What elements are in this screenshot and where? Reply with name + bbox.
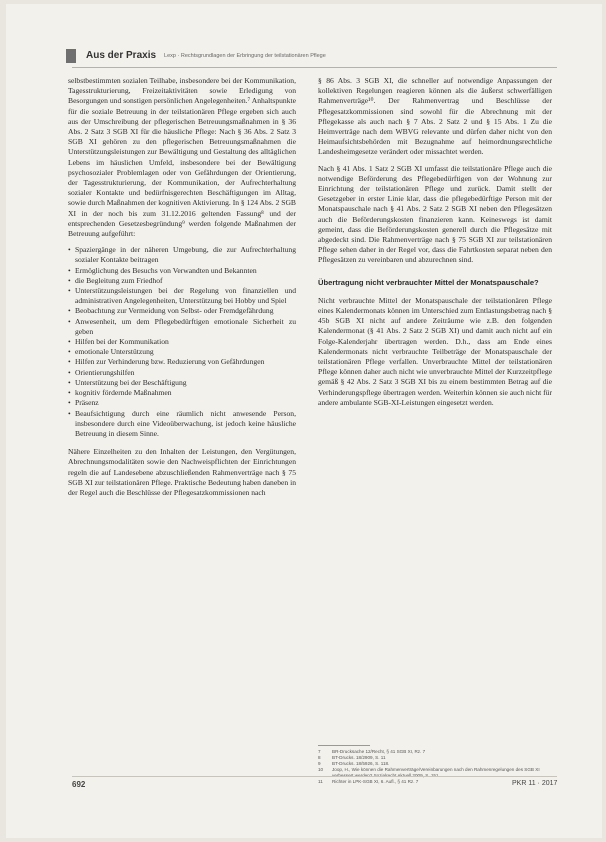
footer-rule [72, 776, 557, 777]
footnote-rule [318, 745, 370, 746]
footnote [318, 767, 554, 779]
footnote-number: 8 [318, 755, 321, 760]
page-header [66, 48, 546, 63]
subheading: Übertragung nicht verbrauchter Mittel der Monatspauschale? [318, 277, 539, 287]
right-column [318, 76, 552, 414]
footnote-text: BT-Drucks. 18/5926, S. 118. [332, 761, 390, 766]
list-item: • emotionale Unterstützung [68, 347, 296, 357]
section-title: Aus der Praxis [86, 50, 157, 61]
left-column [68, 76, 296, 504]
list-item: • Spaziergänge in der näheren Umgebung, die zur Aufrechterhaltung sozialer Kontakte beitragen [68, 245, 296, 265]
footnote-text: BR-Drucksache 12/Recht, § 41 SGB XI, Rz. 7 [332, 749, 426, 754]
footnote-text: Richter in LPK-SGB XI, 6. Aufl., § 41 Rz. 7 [332, 779, 419, 784]
page-number: 692 [72, 780, 86, 789]
footnote-text: Joop, H., Wie können die Rahmenverträge/Vereinbarungen nach den Rahmenregelungen des SGB XI [332, 767, 540, 772]
document-page [6, 4, 602, 838]
left-paragraph-2: Nähere Einzelheiten zu den Inhalten der Leistungen, den Vergütungen, Abrechnungsmodalitäten sowie den Nachweispflichten der Einrichtungen regeln die auf Landesebene abzuschließenden Rahmenverträge nach § 75 SGB XI zur teilstationären Pflege. Praktische Bedeutung haben daneben in der Regel auch die Beschlüsse der Pflegesatzkommissionen nach [68, 447, 296, 497]
list-item: • kognitiv fördernde Maßnahmen [68, 388, 296, 398]
right-paragraph-2: Nach § 41 Abs. 1 Satz 2 SGB XI umfasst die teilstationäre Pflege auch die notwendige Beförderung des Pflegebedürftigen von der Wohnung zur Einrichtung der teilstationären Pflege und zurück. Damit stellt der Gesetzgeber in erster Linie klar, dass die pflegebedürftige Person mit der Monatspauschale nach § 41 Abs. 2 Satz 2 SGB XI neben den Pflegesätzen auch die Beförderungskosten finanzieren kann. Keineswegs ist damit gemeint, dass die Beförderungskosten generell durch die Pflegesätze mit abgedeckt sind. Die Rahmenverträge nach § 75 SGB XI zur teilstationären Pflege sehen daher in der Regel vor, dass die Fahrtkosten separat neben den Pflegesätzen zu vereinbaren und abzurechnen sind. [318, 163, 552, 265]
footnote-number: 9 [318, 761, 321, 766]
footnote-number: 10 [318, 767, 324, 772]
list-item: • Ermöglichung des Besuchs von Verwandten und Bekannten [68, 266, 296, 276]
right-paragraph-1: § 86 Abs. 3 SGB XI, die schneller auf notwendige Anpassungen der kollektiven Regelungen reagieren können als die äußerst schwerfälligen Rahmenverträge¹⁰. Der Rahmenvertrag und Beschlüsse der Pflegesatzkommissionen sind sowohl für die Abrechnung mit der Pflegekasse als auch nach § 7 Abs. 2 Satz 2 und § 15 Abs. 1 Zu die Heimverträge nach dem WBVG relevante und dürfen daher nicht von den Heimaufsichtsbehörden mit Bezugnahme auf heimordnungsrechtliche Landesheimgesetze verändert oder missachtet werden. [318, 76, 552, 157]
journal-reference: PKR 11 · 2017 [512, 780, 558, 787]
running-title: Lexp · Rechtsgrundlagen der Erbringung der teilstationären Pflege [164, 52, 326, 59]
header-rule [72, 67, 557, 68]
list-item: • Hilfen bei der Kommunikation [68, 337, 296, 347]
list-item: • Orientierungshilfen [68, 368, 296, 378]
section-tab-marker [66, 49, 76, 63]
list-item: • Unterstützung bei der Beschäftigung [68, 378, 296, 388]
list-item: • die Begleitung zum Friedhof [68, 276, 296, 286]
care-measures-list [68, 245, 296, 439]
list-item: • Präsenz [68, 398, 296, 408]
left-paragraph-1: selbstbestimmten sozialen Teilhabe, insbesondere bei der Kommunikation, Tagesstrukturierung, Freizeitaktivitäten sowie Erledigung von Besorgungen und sonstigen persönlichen Angelegenheiten.⁷ Anhaltspunkte für die soziale Betreuung in der teilstationären Pflege ergeben sich auch aus der Umschreibung der pflegerischen Betreuungsmaßnahmen in § 36 Abs. 2 Satz 3 SGB XI für die häusliche Pflege: Nach § 36 Abs. 2 Satz 3 SGB XI gehören zu den pflegerischen Betreuungsmaßnahmen die Unterstützungsleistungen zur Bewältigung und Gestaltung des alltäglichen Lebens im häuslichen Umfeld, insbesondere bei der Bewältigung psychosozialer Problemlagen oder von Gefährdungen der Orientierung, der Tagesstrukturierung, der Kommunikation, der Aufrechterhaltung sozialer Kontakte und bedürfnisgerechten Beschäftigungen im Alltag, sowie durch Maßnahmen der kognitiven Aktivierung. In § 124 Abs. 2 SGB XI in der noch bis zum 31.12.2016 geltenden Fassung⁸ und der entsprechenden Gesetzesbegründung⁹ werden folgende Maßnahmen der Betreuung aufgeführt: [68, 76, 296, 239]
list-item: • Anwesenheit, um dem Pflegebedürftigen emotionale Sicherheit zu geben [68, 317, 296, 337]
list-item: • Beaufsichtigung durch eine räumlich nicht anwesende Person, insbesondere durch eine Videoüberwachung, ist jedoch keine häusliche Betreuung in diesem Sinne. [68, 409, 296, 440]
list-item: • Beobachtung zur Vermeidung von Selbst- oder Fremdgefährdung [68, 306, 296, 316]
list-item: • Hilfen zur Verhinderung bzw. Reduzierung von Gefährdungen [68, 357, 296, 367]
right-paragraph-3: Nicht verbrauchte Mittel der Monatspauschale der teilstationären Pflege eines Kalendermonats können im Unterschied zum Entlastungsbetrag nach § 45b SGB XI nicht auf andere Zeiträume wie z.B. den folgenden Kalendermonat (§ 41 Abs. 2 Satz 2 SGB XI) und damit auch nicht auf ein Folge-Kalenderjahr übertragen werden. D.h., dass am Ende eines Kalendermonats nicht verbrauchte Teilbeträge der Monatspauschale der teilstationären Pflege verfallen. Unverbrauchte Mittel der teilstationären Pflege können daher auch nicht wie unverbrauchte Mittel der Kurzzeitpflege gemäß § 42 Abs. 2 Satz 3 SGB XI bis zu einem bestimmten Betrag auf die Verhinderungspflege übertragen werden. Weiterhin können sie auch nicht für andere ambulante SGB-XI-Leistungen eingesetzt werden. [318, 295, 552, 407]
list-item: • Unterstützungsleistungen bei der Regelung von finanziellen und administrativen Angelegenheiten, Unterstützung bei Hobby und Spiel [68, 286, 296, 306]
footnote-number: 7 [318, 749, 321, 754]
footnote-number: 11 [318, 779, 323, 784]
footnote-text: BT-Drucks. 18/2909, S. 11 [332, 755, 386, 760]
